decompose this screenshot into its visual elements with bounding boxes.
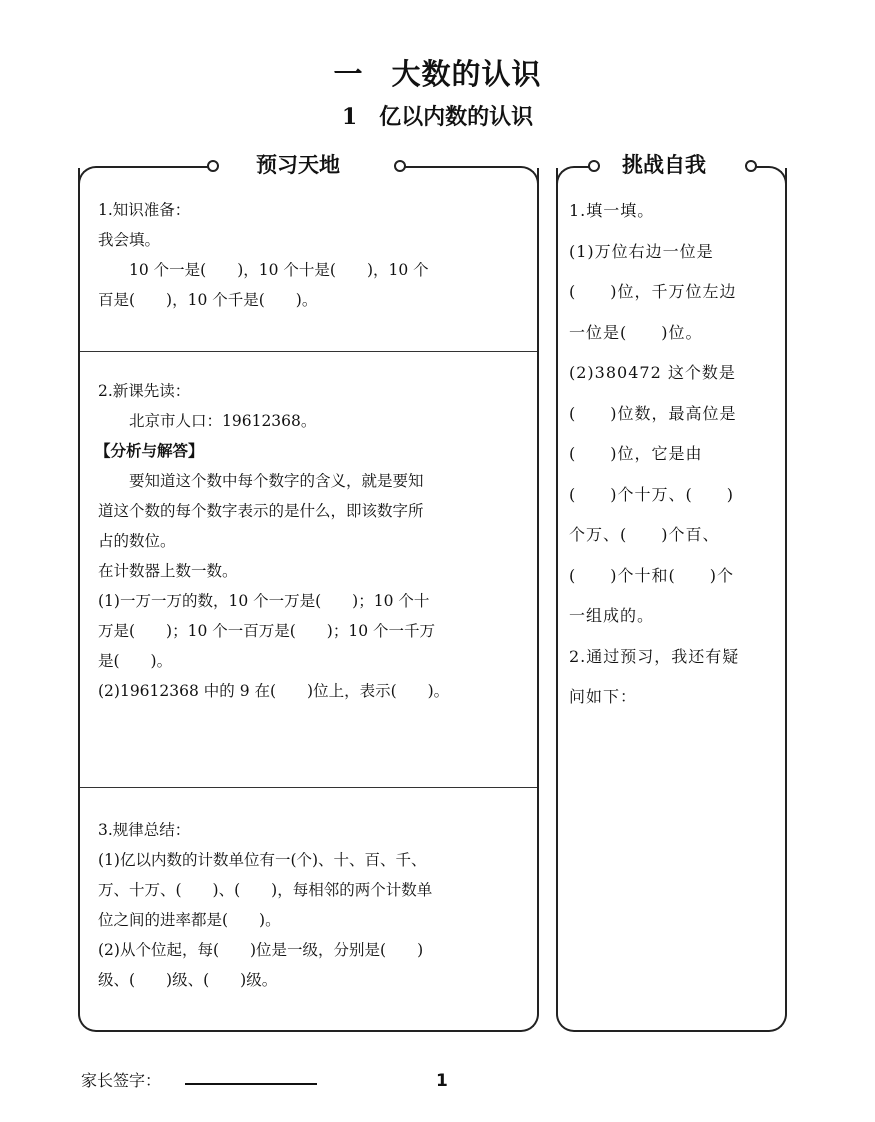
challenge-line: ( )位，它是由	[569, 444, 703, 463]
section-name: 亿以内数的认识	[379, 105, 534, 130]
question-line: (2)19612368 中的 9 在( )位上，表示( )。	[98, 682, 450, 700]
right-panel-title: 挑战自我	[622, 149, 706, 179]
challenge-line: ( )个十万、( )	[569, 484, 734, 504]
challenge-line: 1.填一填。	[569, 201, 655, 220]
section-title	[0, 100, 875, 131]
signature-line	[185, 1083, 317, 1085]
chapter-name: 大数的认识	[391, 57, 542, 91]
analysis-label: 【分析与解答】	[95, 441, 204, 460]
fill-blank-line: 百是( )，10 个千是( )。	[98, 291, 318, 309]
question-line: (2)从个位起，每( )位是一级，分别是( )	[98, 941, 424, 959]
knowledge-prep-section	[98, 195, 528, 315]
question-line: 万是( )；10 个一百万是( )；10 个一千万	[98, 622, 435, 640]
fill-blank-line: 10 个一是( )，10 个十是( )，10 个	[129, 261, 429, 279]
challenge-line: 问如下：	[569, 687, 638, 706]
challenge-line: (2)380472 这个数是	[569, 363, 736, 382]
challenge-line: (1)万位右边一位是	[569, 241, 714, 261]
challenge-line: 一位是( )位。	[569, 322, 703, 342]
section-heading: 1.知识准备：	[98, 201, 191, 219]
section-divider	[80, 787, 537, 788]
analysis-line: 占的数位。	[98, 532, 176, 550]
chapter-title	[0, 52, 875, 93]
chapter-number: 一	[333, 57, 364, 91]
left-panel-title: 预习天地	[256, 149, 340, 179]
question-line: 万、十万、( )、( )，每相邻的两个计数单	[98, 881, 433, 899]
rule-summary-section	[98, 815, 528, 995]
challenge-section	[569, 191, 781, 718]
challenge-line: 个万、( )个百、	[569, 525, 720, 544]
challenge-line: 2.通过预习，我还有疑	[569, 646, 740, 666]
question-line: (1)一万一万的数，10 个一万是( )；10 个十	[98, 592, 430, 610]
challenge-line: 一组成的。	[569, 606, 655, 625]
challenge-line: ( )位数，最高位是	[569, 403, 737, 423]
new-lesson-section	[95, 376, 528, 706]
section-heading: 3.规律总结：	[98, 821, 191, 839]
section-heading: 2.新课先读：	[98, 382, 191, 400]
analysis-line: 要知道这个数中每个数字的含义，就是要知	[129, 472, 424, 490]
question-line: 位之间的进率都是( )。	[98, 911, 281, 929]
question-line: 级、( )级、( )级。	[98, 971, 278, 989]
question-line: (1)亿以内数的计数单位有一(个)、十、百、千、	[98, 851, 427, 869]
counter-instruction: 在计数器上数一数。	[98, 562, 238, 580]
page-number: 1	[436, 1071, 448, 1091]
challenge-line: ( )位，千万位左边	[569, 282, 737, 301]
challenge-line: ( )个十和( )个	[569, 565, 734, 585]
instruction-text: 我会填。	[98, 231, 161, 249]
population-line: 北京市人口：19612368。	[129, 412, 317, 430]
section-divider	[80, 351, 537, 352]
question-line: 是( )。	[98, 652, 173, 670]
parent-signature-label: 家长签字：	[81, 1071, 162, 1090]
analysis-line: 道这个数的每个数字表示的是什么，即该数字所	[98, 502, 424, 520]
section-number: 1	[341, 104, 358, 130]
